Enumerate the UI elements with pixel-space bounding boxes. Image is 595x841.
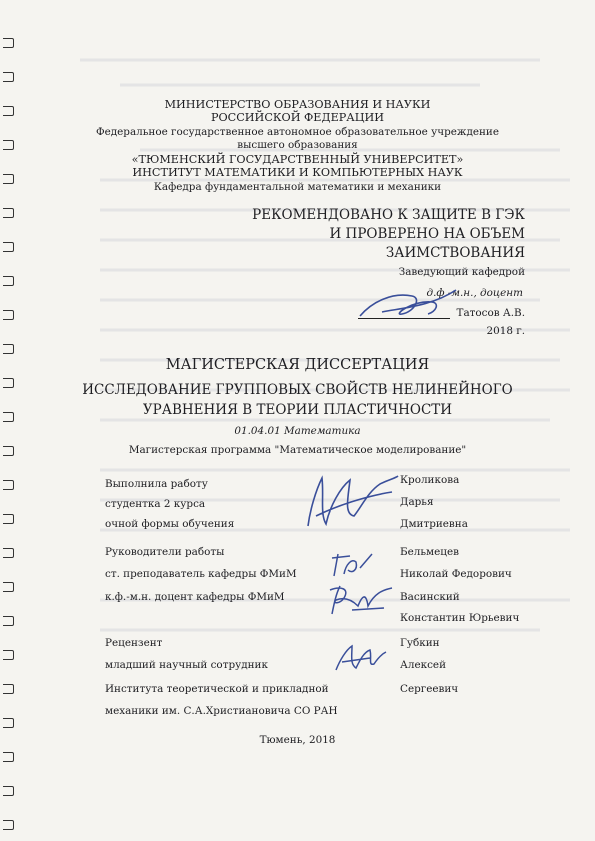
supervisor-1-position: ст. преподаватель кафедры ФМиМ xyxy=(105,568,297,580)
reviewer-patronymic: Сергеевич xyxy=(400,683,459,695)
university-name: «ТЮМЕНСКИЙ ГОСУДАРСТВЕННЫЙ УНИВЕРСИТЕТ» xyxy=(131,153,464,166)
thesis-topic-line-2: УРАВНЕНИЯ В ТЕОРИИ ПЛАСТИЧНОСТИ xyxy=(142,402,453,418)
supervisor-2-name: Константин Юрьевич xyxy=(400,612,520,624)
reviewer-first-name: Алексей xyxy=(400,659,447,671)
supervisor-2-surname: Васинский xyxy=(400,591,460,603)
department-name: Кафедра фундаментальной математики и механики xyxy=(153,181,442,193)
education-level-line: высшего образования xyxy=(237,139,358,151)
supervisors-heading: Руководители работы xyxy=(105,546,225,558)
master-program: Магистерская программа "Математическое моделирование" xyxy=(128,444,467,456)
supervisor-2-position: к.ф.-м.н. доцент кафедры ФМиМ xyxy=(105,591,285,603)
supervisor-1-name: Николай Федорович xyxy=(400,568,512,580)
author-surname: Кроликова xyxy=(400,474,460,486)
supervisor-1-surname: Бельмецев xyxy=(400,546,459,558)
approval-line-2: И ПРОВЕРЕНО НА ОБЪЕМ xyxy=(329,226,525,242)
author-role-3: очной формы обучения xyxy=(105,518,235,530)
head-name: Татосов А.В. xyxy=(456,307,525,319)
institute-name: ИНСТИТУТ МАТЕМАТИКИ И КОМПЬЮТЕРНЫХ НАУК xyxy=(132,166,463,179)
supervisor-2-signature-icon xyxy=(322,580,397,620)
institution-type-line: Федеральное государственное автономное образовательное учреждение xyxy=(95,126,499,138)
ministry-line: МИНИСТЕРСТВО ОБРАЗОВАНИЯ И НАУКИ xyxy=(164,98,431,111)
reviewer-institution-1: Института теоретической и прикладной xyxy=(105,683,329,695)
federation-line: РОССИЙСКОЙ ФЕДЕРАЦИИ xyxy=(210,111,385,124)
reviewer-surname: Губкин xyxy=(400,637,440,649)
head-signature-icon xyxy=(352,282,462,324)
author-role-2: студентка 2 курса xyxy=(105,498,206,510)
specialty-code: 01.04.01 Математика xyxy=(234,425,361,437)
author-role-1: Выполнила работу xyxy=(105,478,208,490)
document-type: МАГИСТЕРСКАЯ ДИССЕРТАЦИЯ xyxy=(165,357,430,373)
author-signature-icon xyxy=(296,466,401,534)
approval-line-1: РЕКОМЕНДОВАНО К ЗАЩИТЕ В ГЭК xyxy=(252,207,525,223)
author-first-name: Дарья xyxy=(400,496,434,508)
approval-year: 2018 г. xyxy=(486,325,525,337)
head-of-department-title: Заведующий кафедрой xyxy=(398,266,525,278)
approval-line-3: ЗАИМСТВОВАНИЯ xyxy=(385,245,525,261)
reviewer-institution-2: механики им. С.А.Христиановича СО РАН xyxy=(105,705,338,717)
city-year: Тюмень, 2018 xyxy=(259,734,336,746)
supervisor-1-signature-icon xyxy=(326,548,376,580)
author-patronymic: Дмитриевна xyxy=(400,518,468,530)
reviewer-signature-icon xyxy=(330,640,390,676)
head-degree: д.ф.-м.н., доцент xyxy=(426,287,523,299)
thesis-topic-line-1: ИССЛЕДОВАНИЕ ГРУППОВЫХ СВОЙСТВ НЕЛИНЕЙНОГО xyxy=(82,382,513,398)
reviewer-heading: Рецензент xyxy=(105,637,163,649)
reviewer-position: младший научный сотрудник xyxy=(105,659,268,671)
